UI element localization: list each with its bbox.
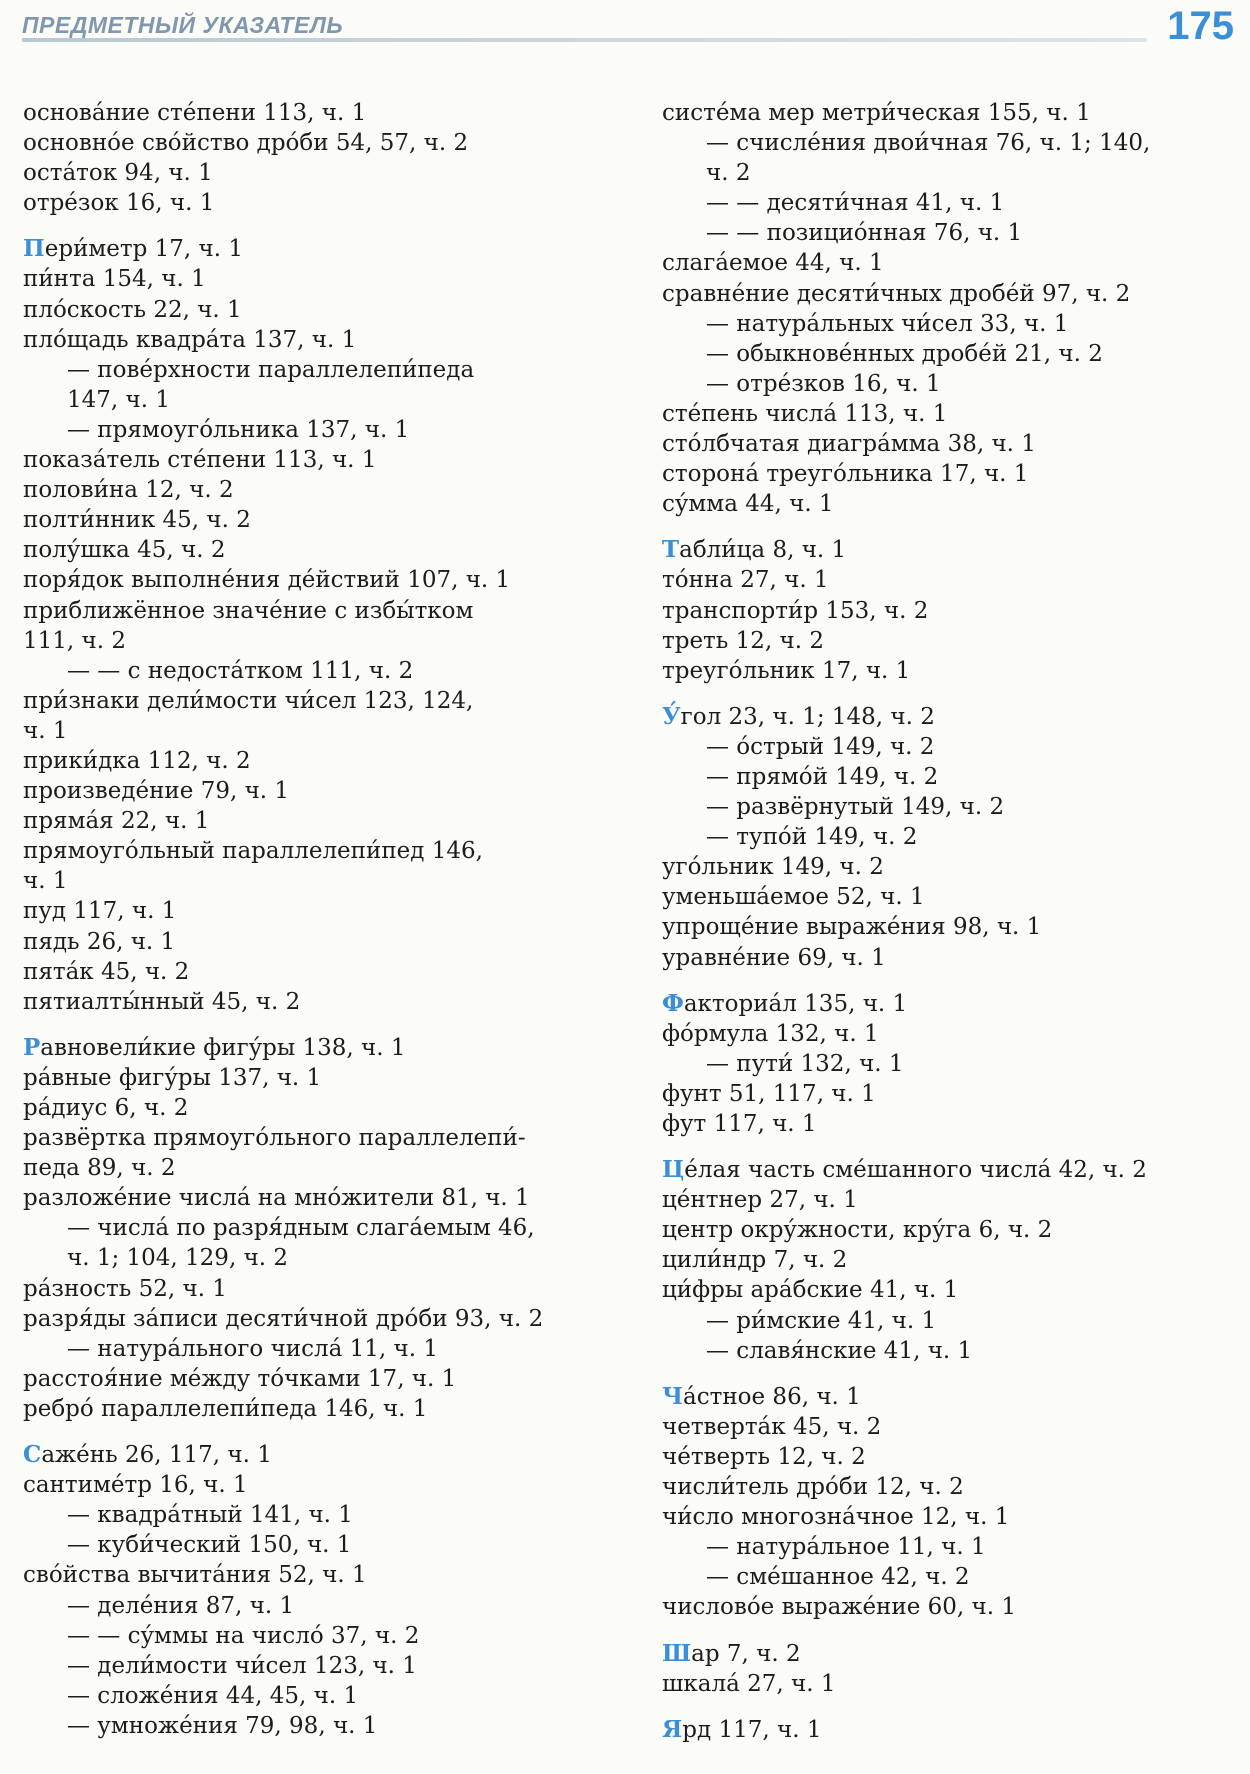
index-entry [662, 989, 1237, 1019]
entry-text: развёртка прямоуго́льного параллелепи́- [23, 1125, 526, 1152]
entry-text: ра́зность 52, ч. 1 [23, 1275, 227, 1302]
entry-text: пи́нта 154, ч. 1 [23, 266, 206, 293]
index-entry [23, 325, 623, 355]
section-gap [23, 218, 623, 234]
index-subentry [662, 218, 1237, 248]
index-subentry [662, 188, 1237, 218]
entry-text: четверта́к 45, ч. 2 [662, 1413, 882, 1440]
entry-text: — натура́льного числа́ 11, ч. 1 [67, 1335, 438, 1362]
section-gap [23, 1017, 623, 1033]
index-entry [23, 1560, 623, 1590]
section-gap [662, 1139, 1237, 1155]
index-entry [23, 158, 623, 188]
entry-text: ра́диус 6, ч. 2 [23, 1095, 189, 1121]
entry-text: це́нтнер 27, ч. 1 [662, 1187, 858, 1214]
index-subentry [23, 1711, 623, 1741]
index-entry [23, 716, 623, 746]
section-letter: Р [23, 1033, 41, 1061]
index-entry [23, 475, 623, 505]
index-column-left [23, 98, 623, 1741]
entry-text: фут 117, ч. 1 [662, 1111, 817, 1137]
entry-text: сто́лбчатая диагра́мма 38, ч. 1 [662, 431, 1036, 458]
entry-text: сантиме́тр 16, ч. 1 [23, 1472, 248, 1499]
index-entry [23, 776, 623, 806]
index-subentry [23, 1530, 623, 1560]
index-entry [662, 98, 1237, 128]
entry-text: отре́зок 16, ч. 1 [23, 190, 215, 217]
entry-text: чи́сло многозна́чное 12, ч. 1 [662, 1504, 1010, 1531]
section-letter: Я [662, 1715, 683, 1743]
entry-text: полови́на 12, ч. 2 [23, 477, 234, 504]
entry-text: упроще́ние выраже́ния 98, ч. 1 [662, 914, 1042, 941]
index-subentry [23, 1500, 623, 1530]
entry-text: пята́к 45, ч. 2 [23, 958, 190, 985]
index-subentry [662, 1532, 1237, 1562]
section-gap [662, 1366, 1237, 1382]
index-subentry [662, 1336, 1237, 1366]
index-entry [662, 1019, 1237, 1049]
index-entry [23, 234, 623, 264]
section-letter: С [23, 1441, 42, 1469]
index-entry [662, 882, 1237, 912]
index-entry [23, 1470, 623, 1500]
index-entry [23, 626, 623, 656]
section-letter: Ф [662, 989, 684, 1017]
entry-text: ч. 1 [23, 717, 68, 744]
index-entry [662, 1275, 1237, 1305]
entry-text: то́нна 27, ч. 1 [662, 567, 829, 594]
section-letter: У́ [662, 702, 681, 730]
index-subentry [23, 1651, 623, 1681]
entry-text: ра́вные фигу́ры 137, ч. 1 [23, 1064, 322, 1091]
entry-text: ар 7, ч. 2 [691, 1640, 801, 1667]
entry-text: слага́емое 44, ч. 1 [662, 250, 884, 277]
section-gap [662, 1623, 1237, 1639]
index-entry [23, 295, 623, 325]
index-entry [23, 866, 623, 896]
index-entry [23, 445, 623, 475]
entry-text: ребро́ параллелепи́педа 146, ч. 1 [23, 1395, 428, 1422]
entry-text: уравне́ние 69, ч. 1 [662, 944, 886, 971]
entry-text: числово́е выраже́ние 60, ч. 1 [662, 1594, 1016, 1621]
entry-text: основно́е сво́йство дро́би 54, 57, ч. 2 [23, 130, 469, 157]
entry-text: произведе́ние 79, ч. 1 [23, 778, 290, 805]
index-title: ПРЕДМЕТНЫЙ УКАЗАТЕЛЬ [22, 12, 344, 38]
entry-text: — — десяти́чная 41, ч. 1 [706, 190, 1005, 217]
index-entry [662, 1382, 1237, 1412]
index-entry [23, 957, 623, 987]
entry-text: треуго́льник 17, ч. 1 [662, 657, 911, 684]
entry-text: — сме́шанное 42, ч. 2 [706, 1564, 970, 1591]
entry-text: — ри́мские 41, ч. 1 [706, 1307, 937, 1334]
index-subentry [662, 822, 1237, 852]
entry-text: основа́ние сте́пени 113, ч. 1 [23, 100, 367, 126]
page-header [22, 4, 1234, 52]
entry-text: пло́скость 22, ч. 1 [23, 296, 242, 323]
index-entry [23, 1304, 623, 1334]
index-entry [23, 596, 623, 626]
entry-text: — деле́ния 87, ч. 1 [67, 1592, 295, 1619]
index-entry-continuation [23, 385, 623, 415]
index-entry [23, 535, 623, 565]
index-entry [23, 686, 623, 716]
index-subentry [23, 355, 623, 385]
entry-text: гол 23, ч. 1; 148, ч. 2 [680, 703, 935, 730]
entry-text: — отре́зков 16, ч. 1 [706, 370, 941, 397]
index-subentry [23, 1621, 623, 1651]
entry-text: полти́нник 45, ч. 2 [23, 507, 251, 534]
entry-text: рд 117, ч. 1 [682, 1716, 822, 1743]
entry-text: ч. 2 [706, 160, 751, 187]
entry-text: при́знаки дели́мости чи́сел 123, 124, [23, 687, 474, 714]
entry-text: систе́ма мер метри́ческая 155, ч. 1 [662, 100, 1091, 126]
entry-text: — прямоуго́льника 137, ч. 1 [67, 416, 410, 443]
entry-text: — — позицио́нная 76, ч. 1 [706, 220, 1023, 247]
index-entry [662, 1245, 1237, 1275]
section-gap [662, 973, 1237, 989]
index-entry [662, 1472, 1237, 1502]
entry-text: расстоя́ние ме́жду то́чками 17, ч. 1 [23, 1365, 457, 1392]
index-entry [662, 1502, 1237, 1532]
index-subentry [662, 792, 1237, 822]
index-entry [662, 1155, 1237, 1185]
header-rule [22, 38, 1147, 42]
index-entry [662, 1079, 1237, 1109]
entry-text: ч. 1; 104, 129, ч. 2 [67, 1245, 289, 1272]
index-entry [662, 1185, 1237, 1215]
entry-text: прики́дка 112, ч. 2 [23, 747, 251, 774]
entry-text: шкала́ 27, ч. 1 [662, 1670, 836, 1697]
index-entry [23, 1440, 623, 1470]
index-entry [23, 1033, 623, 1063]
entry-text: фо́рмула 132, ч. 1 [662, 1020, 879, 1047]
index-entry [662, 248, 1237, 278]
index-subentry [662, 762, 1237, 792]
index-subentry [23, 1681, 623, 1711]
section-gap [662, 519, 1237, 535]
index-subentry [662, 1562, 1237, 1592]
entry-text: — тупо́й 149, ч. 2 [706, 824, 918, 851]
section-gap [662, 686, 1237, 702]
entry-text: показа́тель сте́пени 113, ч. 1 [23, 447, 377, 474]
index-entry [662, 626, 1237, 656]
entry-text: е́лая часть сме́шанного числа́ 42, ч. 2 [684, 1157, 1147, 1184]
index-subentry [662, 1306, 1237, 1336]
index-subentry [662, 369, 1237, 399]
index-entry [23, 1274, 623, 1304]
index-entry [23, 264, 623, 294]
index-entry [662, 1109, 1237, 1139]
index-entry [662, 702, 1237, 732]
index-entry [662, 852, 1237, 882]
entry-text: — квадра́тный 141, ч. 1 [67, 1502, 353, 1529]
entry-text: — пути́ 132, ч. 1 [706, 1050, 904, 1077]
index-subentry [23, 1334, 623, 1364]
entry-text: ци́фры ара́бские 41, ч. 1 [662, 1277, 959, 1304]
entry-text: сте́пень числа́ 113, ч. 1 [662, 400, 948, 427]
entry-text: уменьша́емое 52, ч. 1 [662, 884, 925, 911]
index-entry [23, 98, 623, 128]
index-entry [662, 565, 1237, 595]
entry-text: — развёрнутый 149, ч. 2 [706, 794, 1005, 821]
index-entry-continuation [662, 158, 1237, 188]
index-entry [662, 1715, 1237, 1745]
entry-text: цили́ндр 7, ч. 2 [662, 1247, 848, 1274]
entry-text: разря́ды за́писи десяти́чной дро́би 93, ч. 2 [23, 1305, 544, 1332]
entry-text: пядь 26, ч. 1 [23, 928, 176, 955]
entry-text: треть 12, ч. 2 [662, 627, 824, 654]
entry-text: — счисле́ния двои́чная 76, ч. 1; 140, [706, 130, 1151, 157]
entry-text: аже́нь 26, 117, ч. 1 [41, 1442, 272, 1469]
entry-text: разложе́ние числа́ на мно́жители 81, ч. 1 [23, 1185, 530, 1212]
entry-text: числи́тель дро́би 12, ч. 2 [662, 1474, 964, 1501]
entry-text: 111, ч. 2 [23, 627, 126, 654]
index-column-right [662, 98, 1237, 1745]
entry-text: 147, ч. 1 [67, 386, 170, 413]
index-entry [662, 429, 1237, 459]
section-letter: Ц [662, 1156, 685, 1184]
entry-text: — обыкнове́нных дробе́й 21, ч. 2 [706, 340, 1103, 367]
index-entry [23, 927, 623, 957]
entry-text: уго́льник 149, ч. 2 [662, 854, 884, 881]
section-letter: Ш [662, 1639, 692, 1667]
entry-text: су́мма 44, ч. 1 [662, 491, 834, 518]
entry-text: — — су́ммы на число́ 37, ч. 2 [67, 1622, 420, 1649]
entry-text: акториа́л 135, ч. 1 [683, 990, 908, 1017]
entry-text: сравне́ние десяти́чных дробе́й 97, ч. 2 [662, 280, 1131, 307]
index-entry [23, 1183, 623, 1213]
index-entry [23, 746, 623, 776]
section-gap [662, 1699, 1237, 1715]
index-subentry [662, 128, 1237, 158]
entry-text: — натура́льных чи́сел 33, ч. 1 [706, 310, 1069, 337]
index-entry [662, 1442, 1237, 1472]
section-letter: Т [662, 536, 680, 564]
index-entry [662, 1592, 1237, 1622]
index-entry [23, 565, 623, 595]
index-entry [23, 1364, 623, 1394]
section-letter: П [23, 235, 45, 263]
entry-text: сво́йства вычита́ния 52, ч. 1 [23, 1562, 367, 1589]
entry-text: авновели́кие фигу́ры 138, ч. 1 [40, 1034, 406, 1061]
index-entry [662, 912, 1237, 942]
index-subentry [662, 732, 1237, 762]
entry-text: а́стное 86, ч. 1 [683, 1383, 861, 1410]
index-entry [23, 1093, 623, 1123]
index-subentry [23, 1213, 623, 1243]
entry-text: оста́ток 94, ч. 1 [23, 160, 213, 187]
entry-text: — дели́мости чи́сел 123, ч. 1 [67, 1652, 417, 1679]
index-entry [23, 836, 623, 866]
entry-text: — натура́льное 11, ч. 1 [706, 1534, 986, 1561]
index-entry-continuation [23, 1243, 623, 1273]
index-subentry [662, 1049, 1237, 1079]
index-subentry [662, 309, 1237, 339]
index-entry [662, 399, 1237, 429]
entry-text: — прямо́й 149, ч. 2 [706, 763, 939, 790]
index-entry [23, 896, 623, 926]
index-entry [662, 596, 1237, 626]
index-entry [662, 1669, 1237, 1699]
index-subentry [23, 656, 623, 686]
entry-text: приближённое значе́ние с избы́тком [23, 597, 474, 624]
section-gap [23, 1424, 623, 1440]
entry-text: прямоуго́льный параллелепи́пед 146, [23, 838, 483, 865]
entry-text: транспорти́р 153, ч. 2 [662, 597, 929, 624]
index-entry [662, 1215, 1237, 1245]
index-entry [662, 656, 1237, 686]
index-entry [23, 1394, 623, 1424]
index-entry [23, 1123, 623, 1153]
index-entry [662, 459, 1237, 489]
entry-text: ери́метр 17, ч. 1 [44, 236, 244, 263]
entry-text: пряма́я 22, ч. 1 [23, 808, 210, 835]
entry-text: поря́док выполне́ния де́йствий 107, ч. 1 [23, 567, 511, 594]
entry-text: пло́щадь квадра́та 137, ч. 1 [23, 326, 357, 353]
entry-text: — умноже́ния 79, 98, ч. 1 [67, 1712, 378, 1739]
entry-text: центр окру́жности, кру́га 6, ч. 2 [662, 1217, 1053, 1244]
entry-text: — куби́ческий 150, ч. 1 [67, 1532, 352, 1559]
entry-text: — о́стрый 149, ч. 2 [706, 733, 935, 760]
index-entry [662, 489, 1237, 519]
index-entry [23, 188, 623, 218]
section-letter: Ч [662, 1382, 684, 1410]
entry-text: пятиалты́нный 45, ч. 2 [23, 988, 301, 1015]
index-entry [23, 505, 623, 535]
index-entry [662, 535, 1237, 565]
page-number: 175 [1167, 4, 1234, 48]
entry-text: полу́шка 45, ч. 2 [23, 537, 226, 564]
entry-text: ч. 1 [23, 868, 68, 895]
index-entry [23, 1153, 623, 1183]
entry-text: — числа́ по разря́дным слага́емым 46, [67, 1215, 535, 1242]
index-entry [662, 1639, 1237, 1669]
index-entry [23, 987, 623, 1017]
index-entry [662, 1412, 1237, 1442]
entry-text: педа 89, ч. 2 [23, 1155, 176, 1182]
entry-text: фунт 51, 117, ч. 1 [662, 1080, 876, 1107]
entry-text: сторона́ треуго́льника 17, ч. 1 [662, 461, 1029, 488]
entry-text: — сложе́ния 44, 45, ч. 1 [67, 1682, 359, 1709]
index-entry [23, 128, 623, 158]
entry-text: — славя́нские 41, ч. 1 [706, 1337, 973, 1364]
index-subentry [23, 1591, 623, 1621]
entry-text: — — с недоста́тком 111, ч. 2 [67, 657, 414, 684]
index-entry [23, 806, 623, 836]
index-entry [662, 279, 1237, 309]
entry-text: че́тверть 12, ч. 2 [662, 1443, 866, 1470]
entry-text: — пове́рхности параллелепи́педа [67, 356, 475, 383]
index-subentry [23, 415, 623, 445]
entry-text: абли́ца 8, ч. 1 [679, 537, 847, 564]
index-subentry [662, 339, 1237, 369]
entry-text: пуд 117, ч. 1 [23, 898, 177, 925]
index-entry [23, 1063, 623, 1093]
index-entry [662, 943, 1237, 973]
